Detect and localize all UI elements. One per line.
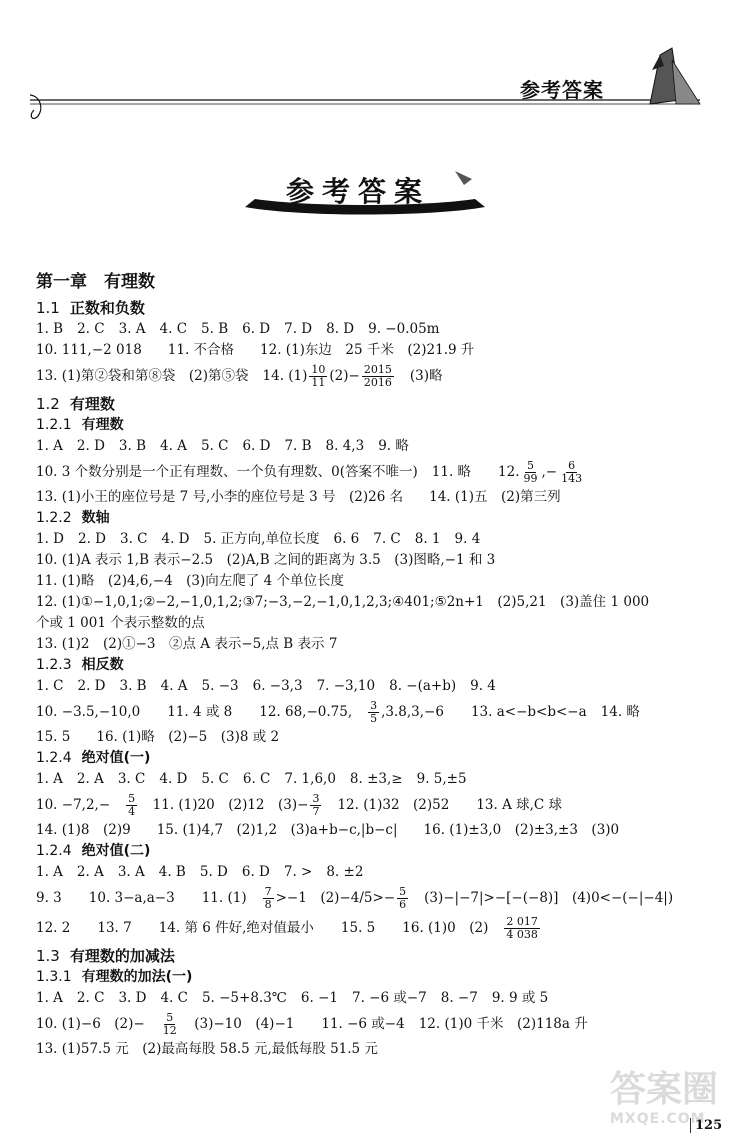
heading-number: 1.3 (36, 947, 60, 965)
answer-item: 10. (1)A 表示 1,B 表示−2.5 (2)A,B 之间的距离为 3.5 (3)图略,−1 和 3 (36, 552, 496, 568)
answer-content (36, 265, 726, 1060)
answer-item: 2. C (77, 321, 105, 337)
numerator: 5 (166, 1010, 174, 1024)
answer-item: 3. A (117, 864, 145, 880)
answer-item: 7. C (373, 531, 401, 547)
watermark-logo (610, 1070, 740, 1140)
fraction (559, 460, 584, 485)
heading-title: 绝对值(一) (81, 750, 151, 766)
section-heading (36, 393, 726, 415)
answer-text: 14. (1) (262, 368, 308, 384)
answer-item: 9. −0.05m (368, 321, 440, 337)
answer-row (36, 487, 726, 508)
heading-title: 相反数 (81, 657, 124, 673)
answer-item: 15. (1)4,7 (2)1,2 (3)a+b−c,|b−c| (156, 822, 398, 838)
answer-item: 8. ±2 (326, 864, 364, 880)
watermark-bottom: MXQE.COM (610, 1111, 706, 1127)
numerator: 5 (399, 884, 407, 898)
answer-text: 12. 2 13. 7 14. 第 6 件好,绝对值最小 15. 5 16. (1)0 (2) (36, 920, 489, 936)
answer-item: 1. B (36, 321, 64, 337)
denominator: 8 (264, 897, 272, 911)
header-decoration (0, 0, 750, 140)
answer-row (36, 769, 726, 790)
answer-row (36, 988, 726, 1009)
answer-item: 6. C (242, 771, 271, 787)
numerator: 3 (370, 698, 378, 712)
denominator: 5 (370, 711, 378, 725)
answer-text: 12. (1)32 (2)52 13. A 球,C 球 (337, 797, 563, 813)
answer-item: 1. A (36, 864, 63, 880)
answer-row (36, 340, 726, 361)
denominator: 99 (523, 471, 538, 485)
fraction (309, 364, 327, 389)
numerator: 2015 (363, 362, 392, 376)
answer-item: 2. A (76, 771, 104, 787)
heading-title: 有理数的加法(一) (81, 969, 193, 985)
answer-item: 6. −3,3 (252, 678, 303, 694)
answer-item: 11. (1)略 (2)4,6,−4 (3)向左爬了 4 个单位长度 (36, 573, 344, 589)
answer-text: 11. (1)20 (2)12 (3)− (139, 797, 309, 813)
answer-row (36, 319, 726, 340)
answer-item: 5. B (201, 321, 229, 337)
answer-row (36, 820, 726, 841)
heading-title: 数轴 (81, 510, 110, 526)
answer-item: 12. (1)①−1,0,1;②−2,−1,0,1,2;③7;−3,−2,−1,0,1,2,3;④401;⑤2n+1 (2)5,21 (3)盖住 1 000 (36, 594, 650, 610)
answer-row (36, 592, 726, 613)
denominator: 143 (561, 471, 583, 485)
answer-text: (3)−10 (4)−1 11. −6 或−4 (180, 1016, 405, 1032)
fraction (368, 700, 379, 725)
answer-item: 11. 不合格 (167, 342, 235, 358)
answer-row (36, 436, 726, 457)
answer-item: 2. C (76, 990, 105, 1006)
answer-item: 5. −5+8.3℃ (201, 990, 287, 1006)
heading-title: 有理数的加减法 (69, 947, 175, 965)
answer-text: 11. 略 12. (431, 464, 520, 480)
answer-item: 3. C (117, 771, 146, 787)
page-header (0, 0, 750, 140)
answer-text: (3)略 (409, 368, 443, 384)
answer-item: 1. D (36, 531, 64, 547)
page-title: 参考答案 (285, 175, 430, 208)
answer-item: 4. C (159, 321, 188, 337)
fraction (397, 886, 408, 911)
answer-row (36, 1009, 726, 1039)
numerator: 2 017 (506, 914, 538, 928)
fraction (362, 364, 394, 389)
answer-row (36, 361, 726, 391)
subsection-heading (36, 967, 726, 988)
subsection-heading (36, 748, 726, 769)
heading-number: 1.2.2 (36, 510, 72, 526)
answer-item: 1. A (36, 990, 63, 1006)
answer-item: 7. −6 或−7 (352, 990, 427, 1006)
answer-item: 9. 4 (470, 678, 496, 694)
answer-item: 3. D (118, 990, 147, 1006)
page-number: 125 (690, 1118, 722, 1133)
answer-sections (36, 297, 726, 1060)
answer-row (36, 883, 726, 913)
numerator: 10 (311, 362, 326, 376)
answer-text: (3)−|−7|>−[−(−8)] (4)0<−(−|−4|) (424, 890, 674, 906)
answer-row (36, 697, 726, 727)
answer-item: 6. D (242, 321, 271, 337)
heading-number: 1.2.1 (36, 417, 72, 433)
numerator: 7 (264, 884, 272, 898)
heading-title: 有理数 (69, 395, 115, 413)
answer-text: (2)− (329, 368, 360, 384)
numerator: 6 (568, 458, 576, 472)
answer-item: 6. −1 (300, 990, 338, 1006)
answer-item: 7. 1,6,0 (284, 771, 336, 787)
answer-row (36, 550, 726, 571)
answer-item: 9. 4 (454, 531, 481, 547)
answer-item: 5. −3 (201, 678, 239, 694)
fraction (504, 916, 540, 941)
answer-item: 9. 略 (378, 438, 409, 454)
answer-item: 4. D (161, 531, 190, 547)
answer-item: 4. A (160, 438, 187, 454)
section-heading (36, 945, 726, 967)
answer-item: 1. A (36, 438, 63, 454)
answer-item: 8. 1 (414, 531, 441, 547)
heading-title: 绝对值(二) (81, 843, 151, 859)
answer-item: 6. D (242, 438, 271, 454)
numerator: 3 (312, 791, 320, 805)
heading-number: 1.2.4 (36, 750, 72, 766)
answer-row (36, 571, 726, 592)
watermark-top: 答案圈 (610, 1069, 719, 1110)
answer-item: 16. (1)±3,0 (2)±3,±3 (3)0 (423, 822, 620, 838)
answer-text: ,− (541, 464, 558, 480)
answer-text: 10. −3.5,−10,0 11. 4 或 8 12. 68,−0.75, (36, 704, 353, 720)
denominator: 7 (312, 804, 320, 818)
answer-item: 8. −(a+b) (389, 678, 457, 694)
answer-item: 14. (1)五 (2)第三列 (429, 489, 561, 505)
subsection-heading (36, 415, 726, 436)
answer-item: 6. 6 (333, 531, 360, 547)
heading-number: 1.2.4 (36, 843, 72, 859)
answer-item: 7. B (284, 438, 312, 454)
answer-item: 4. A (160, 678, 188, 694)
answer-item: 3. C (120, 531, 148, 547)
answer-row (36, 613, 726, 634)
answer-row (36, 634, 726, 655)
answer-item: 9. 5,±5 (416, 771, 467, 787)
answer-item: 8. D (326, 321, 355, 337)
fraction (522, 460, 540, 485)
answer-item: 7. −3,10 (316, 678, 376, 694)
answer-item: 14. (1)8 (2)9 (36, 822, 131, 838)
answer-item: 5. D (199, 864, 228, 880)
denominator: 11 (311, 375, 326, 389)
answer-item: 2. D (78, 531, 106, 547)
answer-item: 9. 9 或 5 (491, 990, 549, 1006)
answer-text: 12. (1)0 千米 (2)118a 升 (418, 1016, 588, 1032)
denominator: 6 (399, 897, 407, 911)
fraction (161, 1012, 179, 1037)
answer-item: 1. C (36, 678, 64, 694)
answer-row (36, 913, 726, 943)
answer-row (36, 790, 726, 820)
answer-text: 10. (1)−6 (2)− (36, 1016, 145, 1032)
subsection-heading (36, 841, 726, 862)
answer-row (36, 457, 726, 487)
denominator: 4 (128, 804, 136, 818)
answer-text: 14. 略 (600, 704, 640, 720)
denominator: 2016 (363, 375, 392, 389)
answer-item: 个或 1 001 个表示整数的点 (36, 615, 205, 631)
denominator: 12 (162, 1023, 177, 1037)
answer-item: 2. D (77, 678, 106, 694)
answer-text: 10. −7,2,− (36, 797, 111, 813)
answer-item: 8. 4,3 (325, 438, 365, 454)
denominator: 4 038 (506, 927, 538, 941)
answer-item: 8. ±3,≥ (349, 771, 403, 787)
answer-row (36, 529, 726, 550)
answer-item: 1. A (36, 771, 63, 787)
subsection-heading (36, 508, 726, 529)
answer-item: 4. C (160, 990, 188, 1006)
chapter-heading: 第一章 有理数 (36, 272, 155, 292)
answer-item: 4. B (158, 864, 186, 880)
answer-item: 7. D (284, 321, 313, 337)
answer-item: 3. B (119, 678, 147, 694)
answer-item: 3. B (118, 438, 147, 454)
fraction (126, 793, 137, 818)
numerator: 5 (128, 791, 136, 805)
answer-item: 5. C (200, 438, 229, 454)
heading-number: 1.3.1 (36, 969, 72, 985)
answer-item: 13. (1)57.5 元 (2)最高每股 58.5 元,最低每股 51.5 元 (36, 1041, 378, 1057)
answer-item: 3. A (118, 321, 146, 337)
answer-text: >−1 (2)−4/5>− (275, 890, 396, 906)
answer-item: 12. (1)东边 25 千米 (2)21.9 升 (260, 342, 475, 358)
answer-item: 4. D (159, 771, 188, 787)
answer-text: 10. 3 个数分别是一个正有理数、一个负有理数、0(答案不唯一) (36, 464, 418, 480)
header-label: 参考答案 (520, 78, 604, 102)
answer-text: ,3.8,3,−6 13. a<−b<b<−a (381, 704, 587, 720)
answer-row (36, 727, 726, 748)
answer-item: 8. −7 (440, 990, 478, 1006)
fraction (310, 793, 321, 818)
answer-item: 7. > (283, 864, 313, 880)
answer-item: 2. D (76, 438, 105, 454)
answer-text: 9. 3 10. 3−a,a−3 11. (1) (36, 890, 247, 906)
heading-number: 1.2.3 (36, 657, 72, 673)
answer-item: 5. C (201, 771, 229, 787)
heading-title: 正数和负数 (69, 299, 145, 317)
answer-text: 13. (1)第②袋和第⑧袋 (2)第⑤袋 (36, 368, 249, 384)
answer-item: 13. (1)2 (2)①−3 ②点 A 表示−5,点 B 表示 7 (36, 636, 338, 652)
subsection-heading (36, 655, 726, 676)
heading-title: 有理数 (81, 417, 124, 433)
heading-number: 1.2 (36, 395, 60, 413)
fraction (263, 886, 274, 911)
answer-item: 13. (1)小王的座位号是 7 号,小李的座位号是 3 号 (2)26 名 (36, 489, 404, 505)
numerator: 5 (527, 458, 534, 472)
answer-item: 15. 5 (36, 729, 71, 745)
section-heading (36, 297, 726, 319)
answer-item: 2. A (76, 864, 104, 880)
heading-number: 1.1 (36, 299, 60, 317)
answer-row (36, 862, 726, 883)
answer-item: 6. D (241, 864, 270, 880)
answer-row (36, 1039, 726, 1060)
answer-item: 5. 正方向,单位长度 (203, 531, 320, 547)
answer-row (36, 676, 726, 697)
answer-item: 10. 111,−2 018 (36, 342, 142, 358)
answer-item: 16. (1)略 (2)−5 (3)8 或 2 (96, 729, 280, 745)
